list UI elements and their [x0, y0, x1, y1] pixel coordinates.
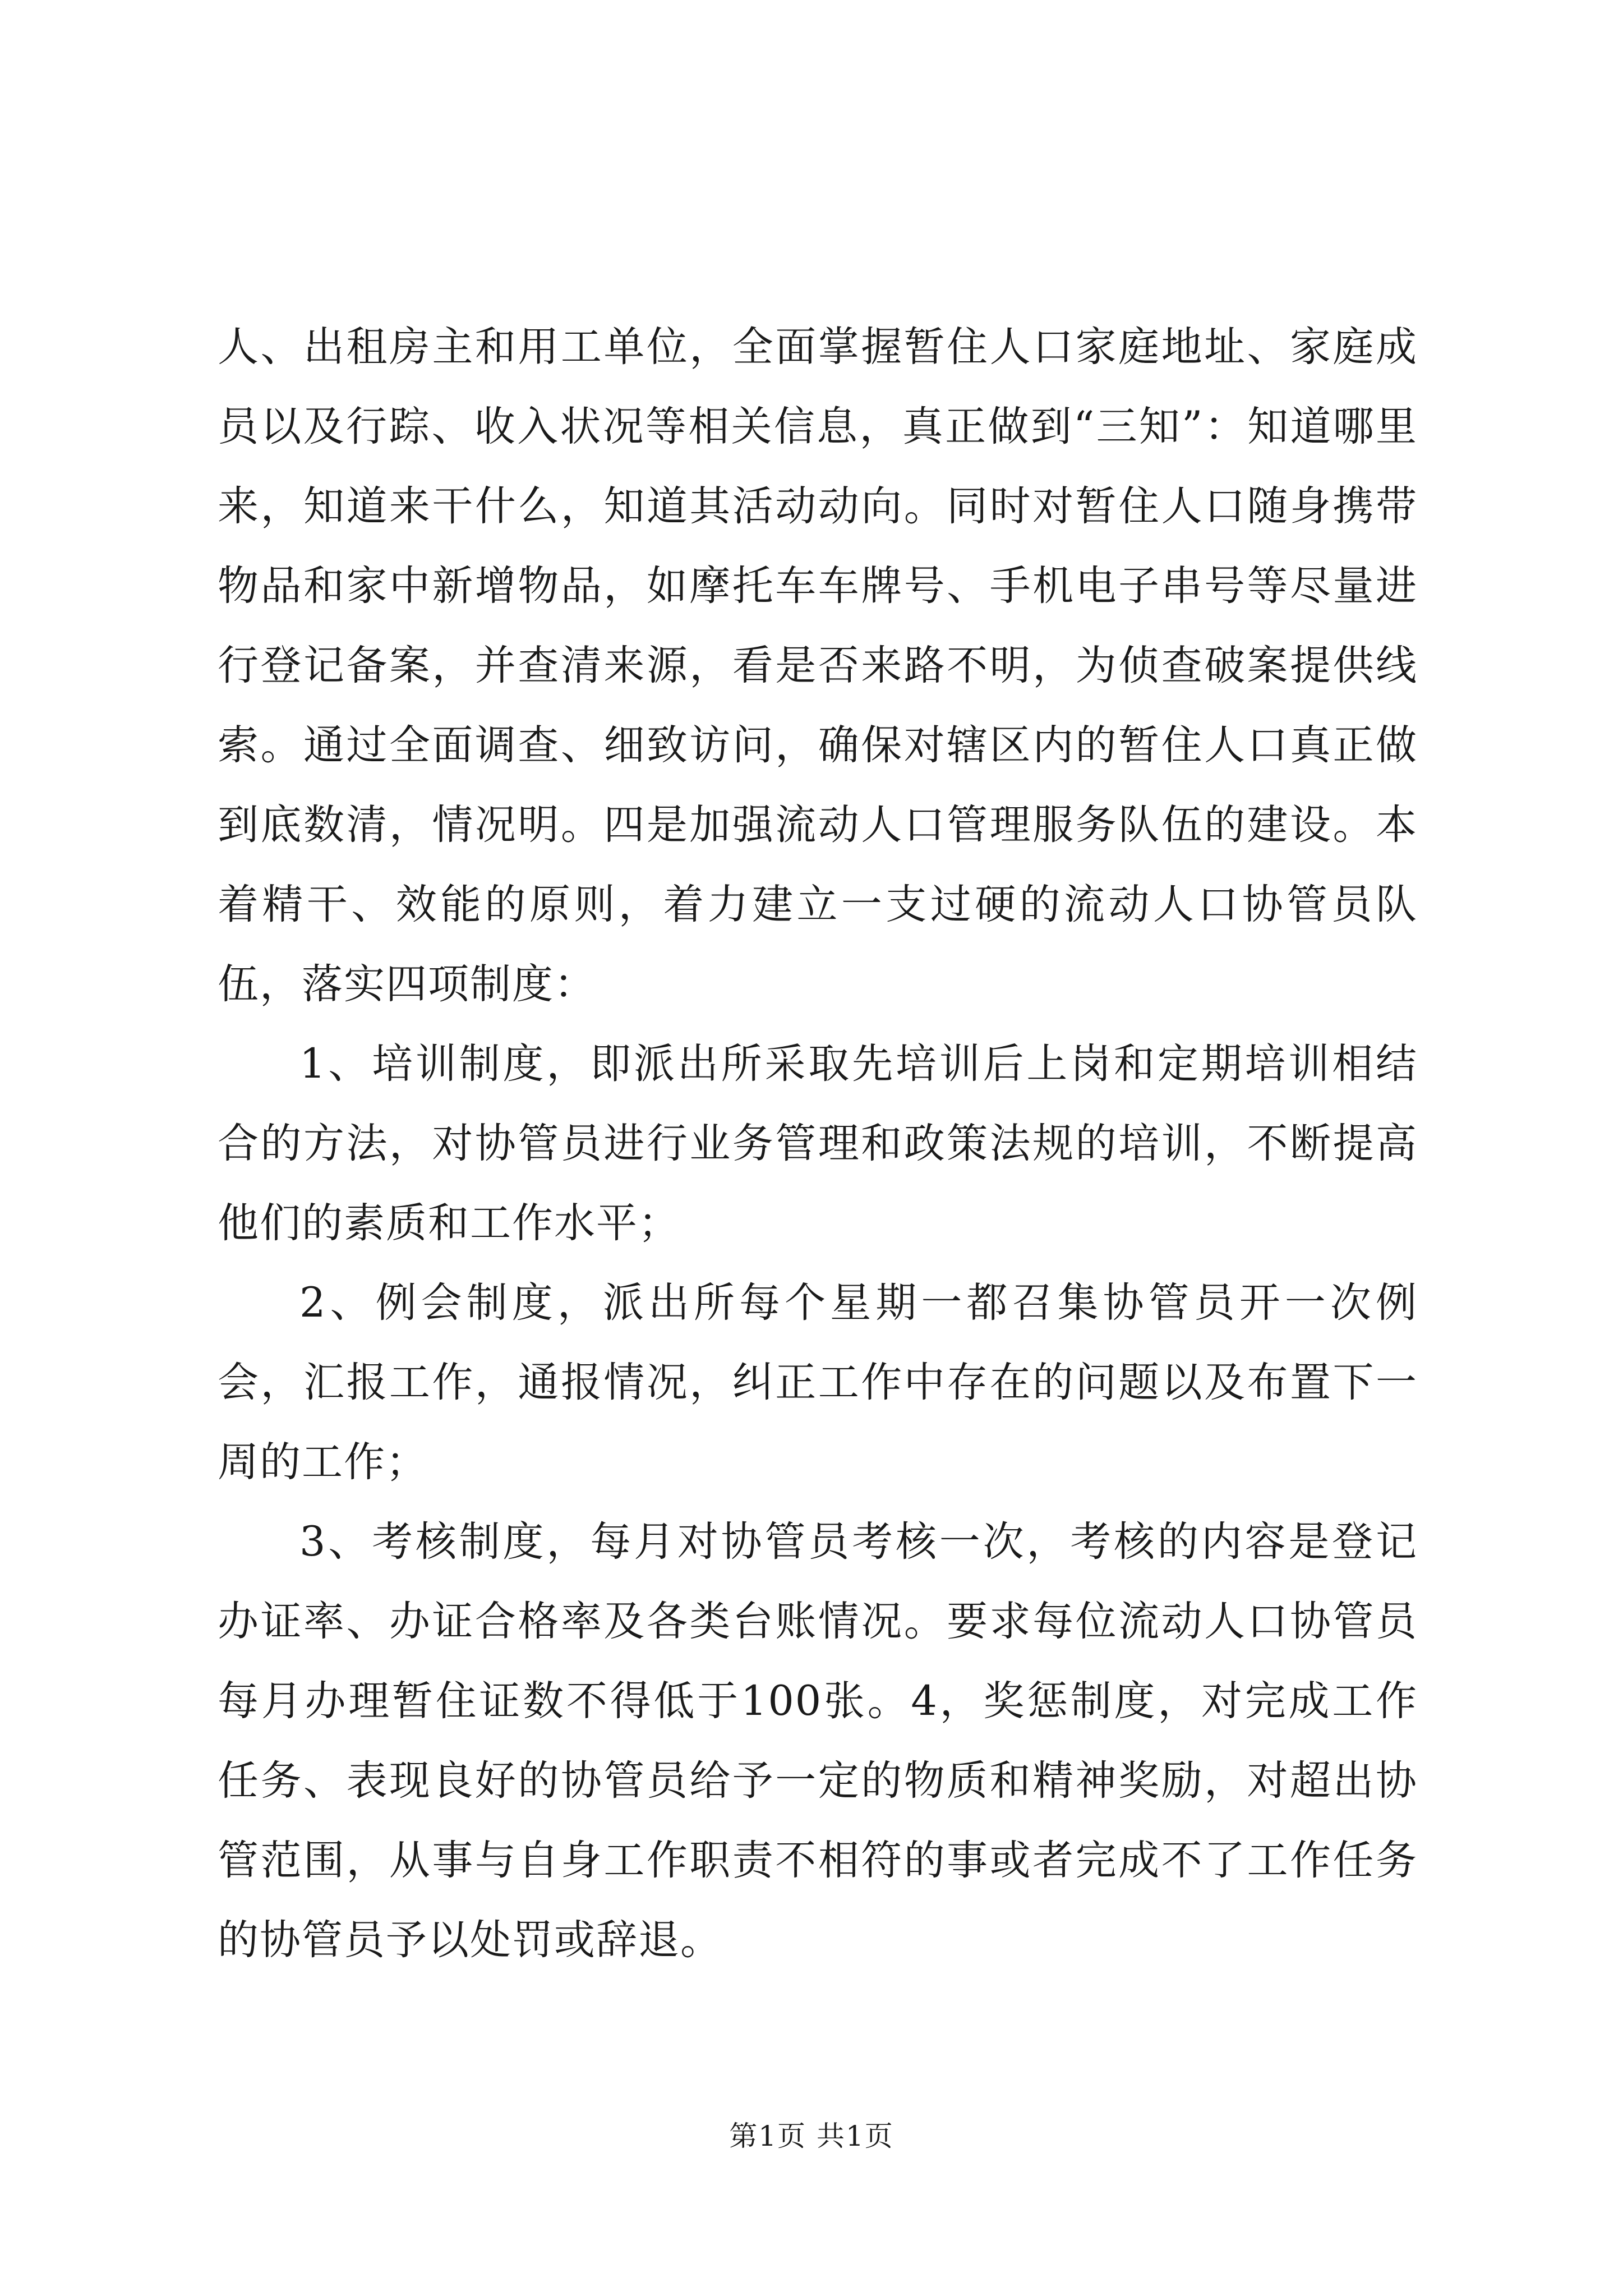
paragraph: 1、培训制度，即派出所采取先培训后上岗和定期培训相结合的方法，对协管员进行业务管理和政策法规的培训，不断提高他们的素质和工作水平； [218, 1040, 1418, 1247]
document-body [218, 307, 1418, 1980]
paragraph: 3、考核制度，每月对协管员考核一次，考核的内容是登记办证率、办证合格率及各类台账情况。要求每位流动人口协管员每月办理暂住证数不得低于100张。4，奖惩制度，对完成工作任务、表现良好的协管员给予一定的物质和精神奖励，对超出协管范围，从事与自身工作职责不相符的事或者完成不了工作任务的协管员予以处罚或辞退。 [218, 1518, 1418, 1964]
page-number-footer: 第1页 共1页 [729, 2120, 894, 2152]
paragraph: 2、例会制度，派出所每个星期一都召集协管员开一次例会，汇报工作，通报情况，纠正工作中存在的问题以及布置下一周的工作； [218, 1279, 1418, 1486]
paragraph: 人、出租房主和用工单位，全面掌握暂住人口家庭地址、家庭成员以及行踪、收入状况等相关信息，真正做到“三知”：知道哪里来，知道来干什么，知道其活动动向。同时对暂住人口随身携带物品和家中新增物品，如摩托车车牌号、手机电子串号等尽量进行登记备案，并查清来源，看是否来路不明，为侦查破案提供线索。通过全面调查、细致访问，确保对辖区内的暂住人口真正做到底数清，情况明。四是加强流动人口管理服务队伍的建设。本着精干、效能的原则，着力建立一支过硬的流动人口协管员队伍，落实四项制度： [218, 323, 1418, 1008]
